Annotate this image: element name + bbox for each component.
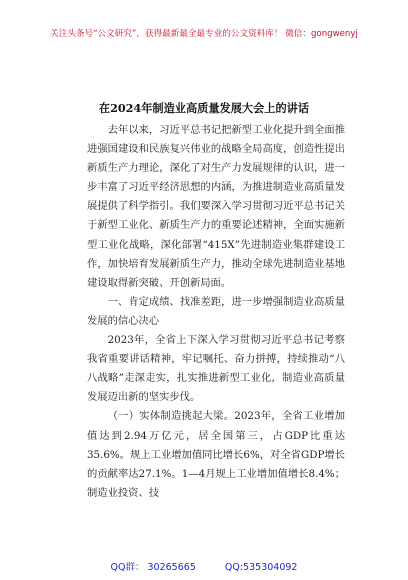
paragraph: 2023年，全省上下深入学习贯彻习近平总书记考察我省重要讲话精神，牢记嘱托、奋力拼搏，持续推动“八八战略”走深走实，扎实推进新型工业化，制造业高质量发展迈出新的坚实步伐。 (87, 334, 345, 404)
qq-group: QQ群： 30265665 (110, 562, 196, 573)
document-body (87, 121, 345, 503)
paragraph: 去年以来，习近平总书记把新型工业化提升到全面推进强国建设和民族复兴伟业的战略全局高度，创造性提出新质生产力理论，深化了对生产力发展规律的认识，进一步丰富了习近平经济思想的内涵，为推进制造业高质量发展提供了科学指引。我们要深入学习贯彻习近平总书记关于新型工业化、新质生产力的重要论述精神，全面实施新型工业化战略，深化部署“415X”先进制造业集群建设工作，加快培育发展新质生产力，推动全球先进制造业基地建设取得新突破、开创新局面。 (87, 124, 345, 289)
section-heading: 一、肯定成绩、找准差距，进一步增强制造业高质量发展的信心决心 (87, 295, 345, 327)
footer-contact (0, 559, 408, 573)
paragraph: （一）实体制造挑起大梁。2023年，全省工业增加值达到2.94万亿元，居全国第三，占GDP比重达35.6%。规上工业增加值同比增长6%，对全省GDP增长的贡献率达27.1%。1—4月规上工业增加值增长8.4%；制造业投资、技 (87, 410, 345, 499)
qq-number: QQ:535304092 (224, 562, 298, 573)
document-title: 在2024年制造业高质量发展大会上的讲话 (98, 101, 310, 115)
header-note: 关注头条号“公文研究”，获得最新最全最专业的公文资料库！ 微信：gongwenyj (50, 29, 358, 39)
